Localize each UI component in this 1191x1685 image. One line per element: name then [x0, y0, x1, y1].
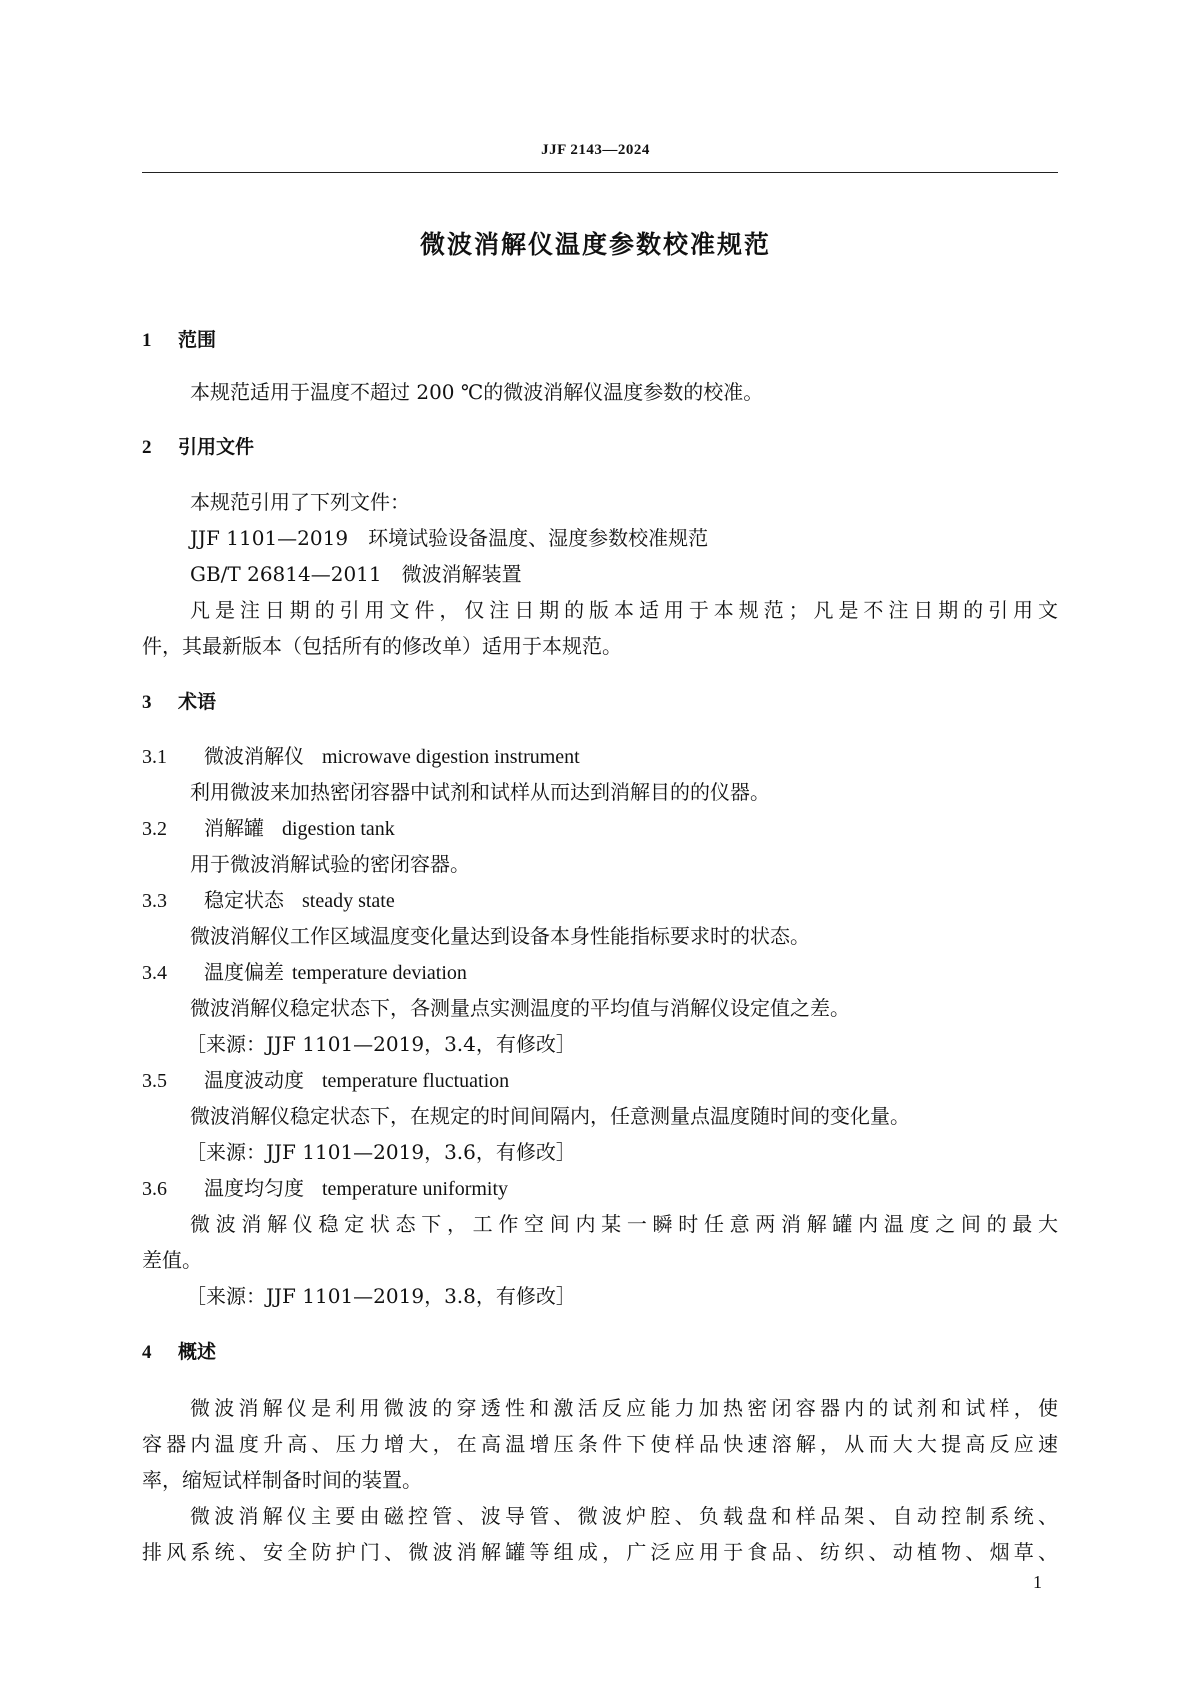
term-en: temperature deviation — [292, 962, 467, 984]
term-3-5 — [142, 1066, 509, 1095]
section-number: 3 — [142, 692, 152, 713]
term-number: 3.4 — [142, 962, 167, 984]
term-zh: 温度偏差 — [204, 960, 284, 984]
reference-1: JJF 1101—2019 环境试验设备温度、湿度参数校准规范 — [190, 526, 709, 550]
overview-p1-line-2: 容器内温度升高、压力增大，在高温增压条件下使样品快速溶解，从而大大提高反应速 — [142, 1432, 1058, 1456]
term-en: temperature fluctuation — [322, 1070, 510, 1092]
term-number: 3.5 — [142, 1070, 167, 1092]
overview-p2-line-2: 排风系统、安全防护门、微波消解罐等组成，广泛应用于食品、纺织、动植物、烟草、 — [142, 1540, 1058, 1564]
section-1-heading — [142, 326, 216, 355]
term-en: steady state — [302, 890, 395, 912]
term-number: 3.1 — [142, 746, 167, 768]
term-3-1 — [142, 742, 580, 771]
section-title: 引用文件 — [178, 436, 255, 458]
term-definition-line-2: 差值。 — [142, 1248, 202, 1272]
reference-2: GB/T 26814—2011 微波消解装置 — [190, 562, 522, 586]
section-number: 4 — [142, 1342, 152, 1363]
section-1-body: 本规范适用于温度不超过 200 ℃的微波消解仪温度参数的校准。 — [190, 380, 764, 404]
section-2-note-line-2: 件，其最新版本（包括所有的修改单）适用于本规范。 — [142, 634, 622, 658]
term-zh: 温度波动度 — [204, 1068, 304, 1092]
term-source: ［来源：JJF 1101—2019，3.4，有修改］ — [186, 1032, 576, 1056]
section-2-note-line-1: 凡是注日期的引用文件，仅注日期的版本适用于本规范；凡是不注日期的引用文 — [190, 598, 1058, 622]
term-zh: 温度均匀度 — [204, 1176, 304, 1200]
section-4-heading — [142, 1338, 216, 1367]
term-definition-line-1: 微波消解仪稳定状态下，工作空间内某一瞬时任意两消解罐内温度之间的最大 — [190, 1212, 1058, 1236]
document-title: 微波消解仪温度参数校准规范 — [419, 230, 771, 259]
overview-p1-line-1: 微波消解仪是利用微波的穿透性和激活反应能力加热密闭容器内的试剂和试样，使 — [190, 1396, 1058, 1420]
section-2-heading — [142, 433, 254, 462]
term-3-6 — [142, 1174, 508, 1203]
section-title: 术语 — [178, 691, 217, 713]
section-number: 1 — [142, 330, 152, 351]
term-source: ［来源：JJF 1101—2019，3.8，有修改］ — [186, 1284, 576, 1308]
term-en: temperature uniformity — [322, 1178, 509, 1200]
term-definition: 用于微波消解试验的密闭容器。 — [190, 852, 470, 876]
overview-p2-line-1: 微波消解仪主要由磁控管、波导管、微波炉腔、负载盘和样品架、自动控制系统、 — [190, 1504, 1058, 1528]
term-number: 3.6 — [142, 1178, 167, 1200]
overview-p1-line-3: 率，缩短试样制备时间的装置。 — [142, 1468, 422, 1492]
term-en: digestion tank — [282, 818, 395, 840]
section-2-intro: 本规范引用了下列文件： — [190, 490, 410, 514]
section-title: 概述 — [178, 1341, 217, 1363]
term-definition: 微波消解仪稳定状态下，在规定的时间间隔内，任意测量点温度随时间的变化量。 — [190, 1104, 910, 1128]
term-number: 3.2 — [142, 818, 167, 840]
term-definition: 微波消解仪稳定状态下，各测量点实测温度的平均值与消解仪设定值之差。 — [190, 996, 850, 1020]
header-rule — [142, 172, 1058, 173]
term-source: ［来源：JJF 1101—2019，3.6，有修改］ — [186, 1140, 576, 1164]
section-number: 2 — [142, 437, 152, 458]
term-3-2 — [142, 814, 395, 843]
section-3-heading — [142, 688, 216, 717]
term-3-3 — [142, 886, 395, 915]
term-number: 3.3 — [142, 890, 167, 912]
term-zh: 消解罐 — [204, 816, 264, 840]
section-title: 范围 — [178, 329, 217, 351]
page-number: 1 — [1033, 1572, 1042, 1592]
term-3-4 — [142, 958, 467, 987]
term-zh: 微波消解仪 — [204, 744, 304, 768]
document-code: JJF 2143—2024 — [541, 142, 650, 158]
term-definition: 微波消解仪工作区域温度变化量达到设备本身性能指标要求时的状态。 — [190, 924, 810, 948]
term-zh: 稳定状态 — [204, 888, 284, 912]
term-definition: 利用微波来加热密闭容器中试剂和试样从而达到消解目的的仪器。 — [190, 780, 770, 804]
term-en: microwave digestion instrument — [322, 746, 580, 768]
